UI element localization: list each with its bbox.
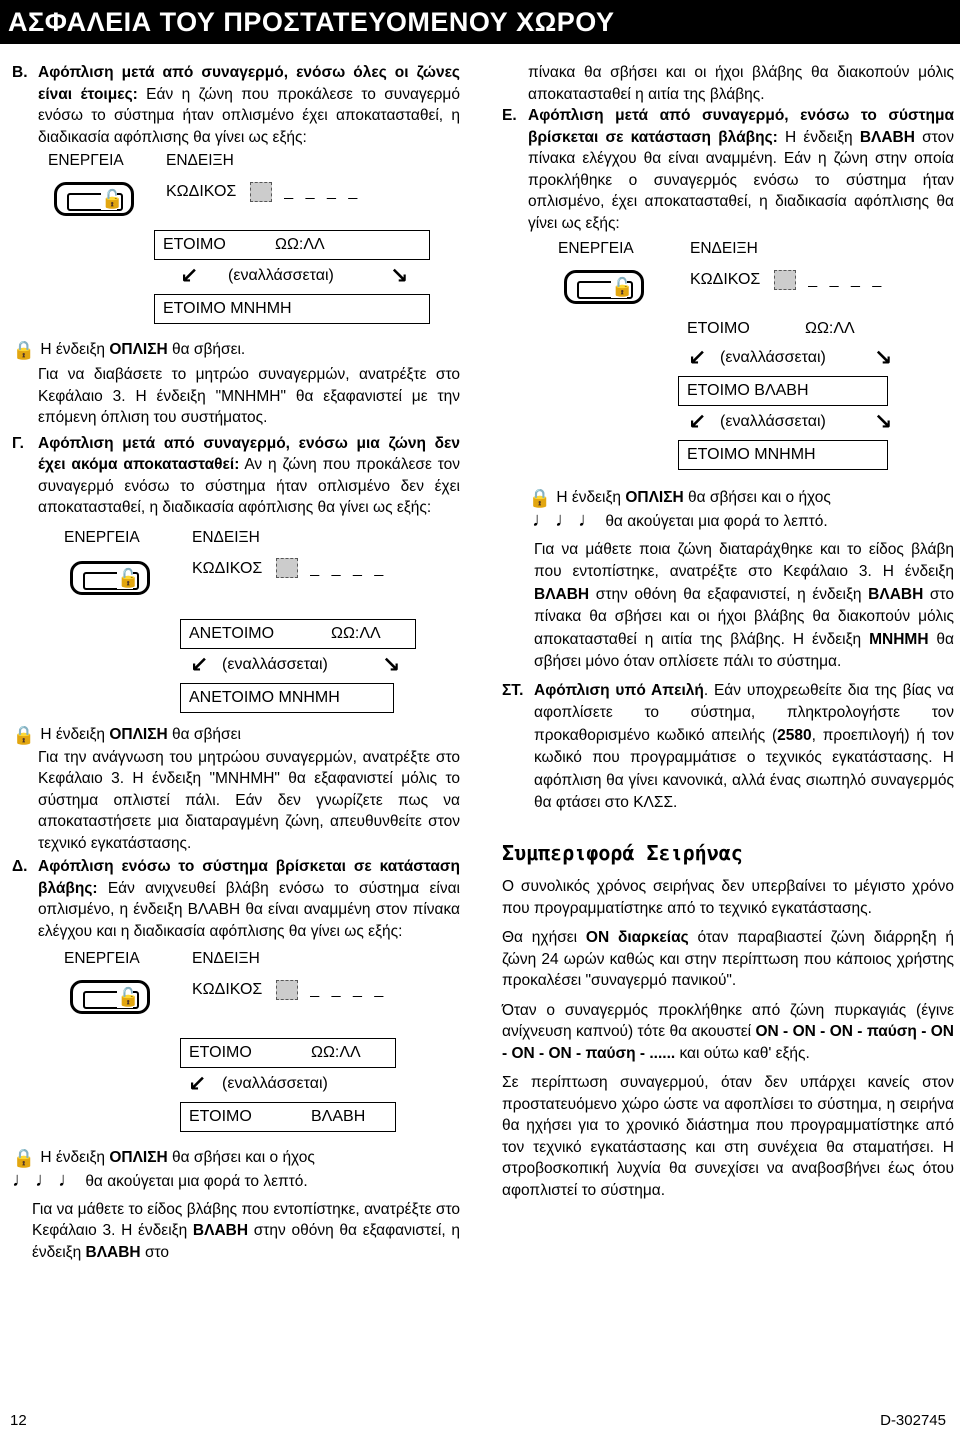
para-bold: ΒΛΑΒΗ [85,1243,141,1261]
keypress-icon [276,980,298,1000]
para-text: όταν παραβιαστεί ζώνη διάρρηξη ή ζώνη 24 ωρών καθώς και στην περίπτωση που κάποιος χρήστης προκαλέσει "συναγερμό πανικού". [502,929,954,989]
section-text: . Εάν υποχρεωθείτε δια της βίας να αφοπλίσετε το σύστημα, πληκτρολογήστε τον προκαθορισμένο κωδικό απειλής ( [534,681,954,744]
note-text: Η ένδειξη [556,489,626,507]
display-time: ΩΩ:ΛΛ [805,320,855,337]
section-b [12,62,460,148]
code-label: ΚΩΔΙΚΟΣ [192,981,263,998]
note-text: θα σβήσει [167,725,241,743]
para-text: στο πίνακα θα σβήσει και οι ήχοι βλάβης θα διακοπούν μόλις αποκατασταθεί η αιτία της βλάβης. Η ένδειξη [534,585,954,648]
note-e [528,486,954,510]
section-g [12,433,460,519]
code-dashes: _ _ _ _ [310,981,388,998]
section-title: Αφόπλιση μετά από συναγερμό, ενόσω μια ζώνη δεν έχει ακόμα αποκατασταθεί: [38,434,460,473]
display-box [180,1038,396,1068]
page-number: 12 [10,1412,27,1429]
para-bold: ΒΛΑΒΗ [868,585,924,603]
section-text: Εάν η ζώνη που προκάλεσε το συναγερμό ενόσω το σύστημα ήταν οπλισμένο έχει αποκατασταθεί, η διαδικασία αφόπλισης θα γίνει ως εξής: [38,85,460,146]
keypress-icon [774,270,796,290]
paragraph: Για να διαβάσετε το μητρώο συναγερμών, ανατρέξτε στο Κεφάλαιο 3. Η ένδειξη "ΜΝΗΜΗ" θα εξαφανιστεί με την επόμενη όπλιση του συστήματος. [38,366,460,426]
note-e-2 [532,510,954,533]
lock-icon: 🔒 [12,340,36,360]
display-box [678,314,888,344]
code-dashes: _ _ _ _ [808,271,886,288]
section-label: Β. [12,64,28,81]
code-prompt [166,178,361,206]
para-bold: ΒΛΑΒΗ [192,1222,249,1239]
keypad-disarm-icon: 🔓 [54,182,134,216]
sequence-b [12,148,460,336]
code-prompt [192,976,387,1004]
sequence-d [12,942,460,1140]
display-text: ΑΝΕΤΟΙΜΟ [189,624,275,642]
action-label: ΕΝΕΡΓΕΙΑ [558,240,634,257]
display-box: ΕΤΟΙΜΟ ΒΛΑΒΗ [678,376,888,406]
paragraph [502,1000,954,1065]
note-text: θα ακούγεται μια φορά το λεπτό. [85,1173,308,1190]
section-label: ΣΤ. [502,681,524,699]
display-time: ΩΩ:ΛΛ [275,236,325,253]
alternate-arrow-left-icon: ↙ [688,345,707,370]
note-text: Η ένδειξη [40,341,110,359]
section-text: , προεπιλογή) ή τον κωδικό που προγραμμάτισε ο τεχνικός εγκατάστασης. Η αφόπλιση θα γίνει κανονικά, αλλά ένας σιωπηλό συναγερμός θα φτάσει στο ΚΛΣΣ. [534,726,955,811]
paragraph: Σε περίπτωση συναγερμού, όταν δεν υπάρχει κανείς στον προστατευόμενο χώρο ώστε να αφοπλίσει το σύστημα, η σειρήνα θα ηχήσει για το χρονικό διάστημα που προγραμματίστηκε από τον τεχνικό εγκατάστασης και στη συνέχεια θα σταματήσει. Η στροβοσκοπική λυχνία θα συνεχίσει να αναβοσβήνει έως ότου αφοπλιστεί το σύστημα. [502,1074,954,1199]
section-e [502,105,954,234]
display-label: ΕΝΔΕΙΞΗ [192,950,260,967]
music-notes-icon: ♩♩♩ [12,1169,81,1191]
section-label: Ε. [502,107,517,124]
lock-icon: 🔒 [12,1148,36,1168]
page-header: ΑΣΦΑΛΕΙΑ ΤΟΥ ΠΡΟΣΤΑΤΕΥΟΜΕΝΟΥ ΧΩΡΟΥ [0,0,960,44]
code-dashes: _ _ _ _ [284,183,362,200]
display-label: ΕΝΔΕΙΞΗ [690,240,758,257]
section-d [12,856,460,942]
siren-heading: Συμπεριφορά Σειρήνας [502,840,743,865]
alternate-arrow-left-icon: ↙ [190,651,209,677]
display-fault: ΒΛΑΒΗ [311,1108,366,1125]
display-text: ΕΤΟΙΜΟ [163,236,226,253]
display-text: ΕΤΟΙΜΟ [189,1108,252,1125]
sequence-e [502,234,954,482]
alternate-arrow-right-icon: ↘ [874,409,893,434]
alternates-label: (εναλλάσσεται) [222,655,328,673]
display-time: ΩΩ:ΛΛ [311,1044,361,1061]
paragraph [32,1199,460,1264]
note-bold: ΟΠΛΙΣΗ [109,1149,168,1167]
alternates-label: (εναλλάσσεται) [720,349,826,366]
alternate-arrow-right-icon: ↘ [390,263,409,288]
section-label: Δ. [12,858,28,875]
section-label: Γ. [12,434,24,452]
sequence-g [12,519,460,719]
display-box [180,1102,396,1132]
lock-icon: 🔒 [12,724,36,745]
para-bold: ΟΝ διαρκείας [585,929,689,946]
section-text: Η ένδειξη [777,128,860,146]
note-bold: ΟΠΛΙΣΗ [109,341,168,359]
section-text: Εάν ανιχνευθεί βλάβη ενόσω το σύστημα είναι οπλισμένο, η ένδειξη ΒΛΑΒΗ θα είναι αναμμένη στον πίνακα ελέγχου και η διαδικασία αφόπλισης θα γίνει ως εξής: [38,879,460,940]
paragraph [534,539,954,674]
para-text: Για να μάθετε ποια ζώνη διαταράχθηκε και το είδος βλάβη που εντοπίστηκε, ανατρέξτε στο Κεφάλαιο 3. Η ένδειξη [534,540,954,580]
note-text: θα σβήσει. [167,341,246,359]
display-box [154,230,430,260]
note-text: θα σβήσει και ο ήχος [167,1149,315,1167]
para-text: και ούτω καθ' εξής. [675,1044,810,1062]
display-time: ΩΩ:ΛΛ [331,624,381,642]
right-column [502,62,954,1201]
note-text: Η ένδειξη [40,725,110,743]
note-bold: ΟΠΛΙΣΗ [109,725,168,743]
section-st [502,680,954,815]
code-label: ΚΩΔΙΚΟΣ [166,183,237,200]
alternates-label: (εναλλάσσεται) [228,267,334,284]
note-text: Η ένδειξη [40,1149,110,1167]
action-label: ΕΝΕΡΓΕΙΑ [64,950,140,967]
keypad-disarm-icon: 🔓 [70,980,150,1014]
alternates-label: (εναλλάσσεται) [222,1075,328,1092]
alternates-label: (εναλλάσσεται) [720,413,826,430]
para-text: στο [140,1243,170,1261]
keypad-disarm-icon: 🔓 [70,561,150,595]
alternate-arrow-right-icon: ↘ [874,345,893,370]
section-title: Αφόπλιση ενόσω το σύστημα βρίσκεται σε κατάσταση βλάβης: [38,858,460,897]
keypad-disarm-icon: 🔓 [564,270,644,304]
code-prompt [690,266,885,294]
action-label: ΕΝΕΡΓΕΙΑ [64,528,140,546]
paragraph [502,927,954,992]
section-text: Αν η ζώνη που προκάλεσε τον συναγερμό ενόσω το σύστημα ήταν οπλισμένο δεν έχει αποκατασταθεί, η διαδικασία αφόπλισης θα γίνει ως εξής: [38,456,460,516]
code-prompt [192,555,387,583]
document-number: D-302745 [880,1412,946,1429]
display-text: ΕΤΟΙΜΟ [189,1044,252,1061]
display-label: ΕΝΔΕΙΞΗ [192,528,260,546]
section-title: Αφόπλιση υπό Απειλή [534,681,704,699]
code-label: ΚΩΔΙΚΟΣ [192,559,263,577]
code-label: ΚΩΔΙΚΟΣ [690,271,761,288]
para-bold: ON - ON - ON - παύση - ON - ON - ON - παύση - ...... [502,1023,955,1062]
note-d [12,1146,460,1170]
code-dashes: _ _ _ _ [310,559,388,577]
note-bold: ΟΠΛΙΣΗ [625,489,684,507]
display-box: ΑΝΕΤΟΙΜΟ ΜΝΗΜΗ [180,683,394,713]
para-text: στην οθόνη θα εξαφανιστεί, η ένδειξη [589,585,869,603]
paragraph: Ο συνολικός χρόνος σειρήνας δεν υπερβαίνει το μέγιστο χρόνο που προγραμματίστηκε από το τεχνικό εγκατάστασης. [502,878,954,917]
note-g [12,723,460,747]
note-b [12,338,460,362]
display-box: ΕΤΟΙΜΟ ΜΝΗΜΗ [154,294,430,324]
para-text: Για να μάθετε το είδος βλάβης που εντοπίστηκε, ανατρέξτε στο Κεφάλαιο 3. Η ένδειξη [32,1200,460,1239]
display-text: ΕΤΟΙΜΟ [687,320,750,337]
paragraph: πίνακα θα σβήσει και οι ήχοι βλάβης θα διακοπούν μόλις αποκατασταθεί η αιτία της βλάβης. [528,64,954,103]
keypress-icon [276,558,298,578]
section-bold: ΒΛΑΒΗ [859,128,915,146]
note-text: θα σβήσει και ο ήχος [683,489,831,507]
music-notes-icon: ♩♩♩ [532,509,601,531]
section-title: Αφόπλιση μετά από συναγερμό, ενόσω όλες οι ζώνες είναι έτοιμες: [38,64,460,103]
para-text: Όταν ο συναγερμός προκλήθηκε από ζώνη πυρκαγιάς (έγινε ανίχνευση καπνού) τότε θα ακουστεί [502,1001,954,1040]
display-box: ΕΤΟΙΜΟ ΜΝΗΜΗ [678,440,888,470]
paragraph: Για την ανάγνωση του μητρώου συναγερμών, ανατρέξτε στο Κεφάλαιο 3. Η ένδειξη "ΜΝΗΜΗ" θα εξαφανιστεί μόλις το σύστημα οπλιστεί πάλι. Εάν δεν γνωρίζετε πως να αποκαταστήσετε μια διαταραγμένη ζώνη, απευθυνθείτε στον τεχνικό εγκατάστασης. [38,748,460,852]
para-text: στην οθόνη θα εξαφανιστεί, η ένδειξη [32,1222,460,1261]
alternate-arrow-right-icon: ↘ [382,651,401,677]
note-d-2 [12,1170,460,1193]
alternate-arrow-left-icon: ↙ [180,263,199,288]
display-box [180,619,416,649]
section-text: στον πίνακα ελέγχου θα είναι αναμμένη. Εάν η ζώνη στην οποία προκλήθηκε ο συναγερμός ενόσω το σύστημα ήταν οπλισμένο, έχει αποκατασταθεί, η διαδικασία αφόπλισης θα γίνει ως εξής: [528,128,954,232]
display-label: ΕΝΔΕΙΞΗ [166,152,234,169]
left-column [12,62,460,1263]
para-bold: ΜΝΗΜΗ [869,630,929,648]
alternate-arrow-left-icon: ↙ [188,1071,207,1096]
para-text: θα σβήσει μόνο όταν οπλίσετε πάλι το σύστημα. [534,630,955,670]
keypress-icon [250,182,272,202]
para-text: Θα ηχήσει [502,929,586,946]
section-bold: 2580 [777,726,812,744]
alternate-arrow-left-icon: ↙ [688,409,707,434]
action-label: ΕΝΕΡΓΕΙΑ [48,152,124,169]
note-text: θα ακούγεται μια φορά το λεπτό. [605,513,828,530]
section-title: Αφόπλιση μετά από συναγερμό, ενόσω το σύστημα βρίσκεται σε κατάσταση βλάβης: [528,107,954,146]
lock-icon: 🔒 [528,488,552,508]
para-bold: ΒΛΑΒΗ [534,585,590,603]
